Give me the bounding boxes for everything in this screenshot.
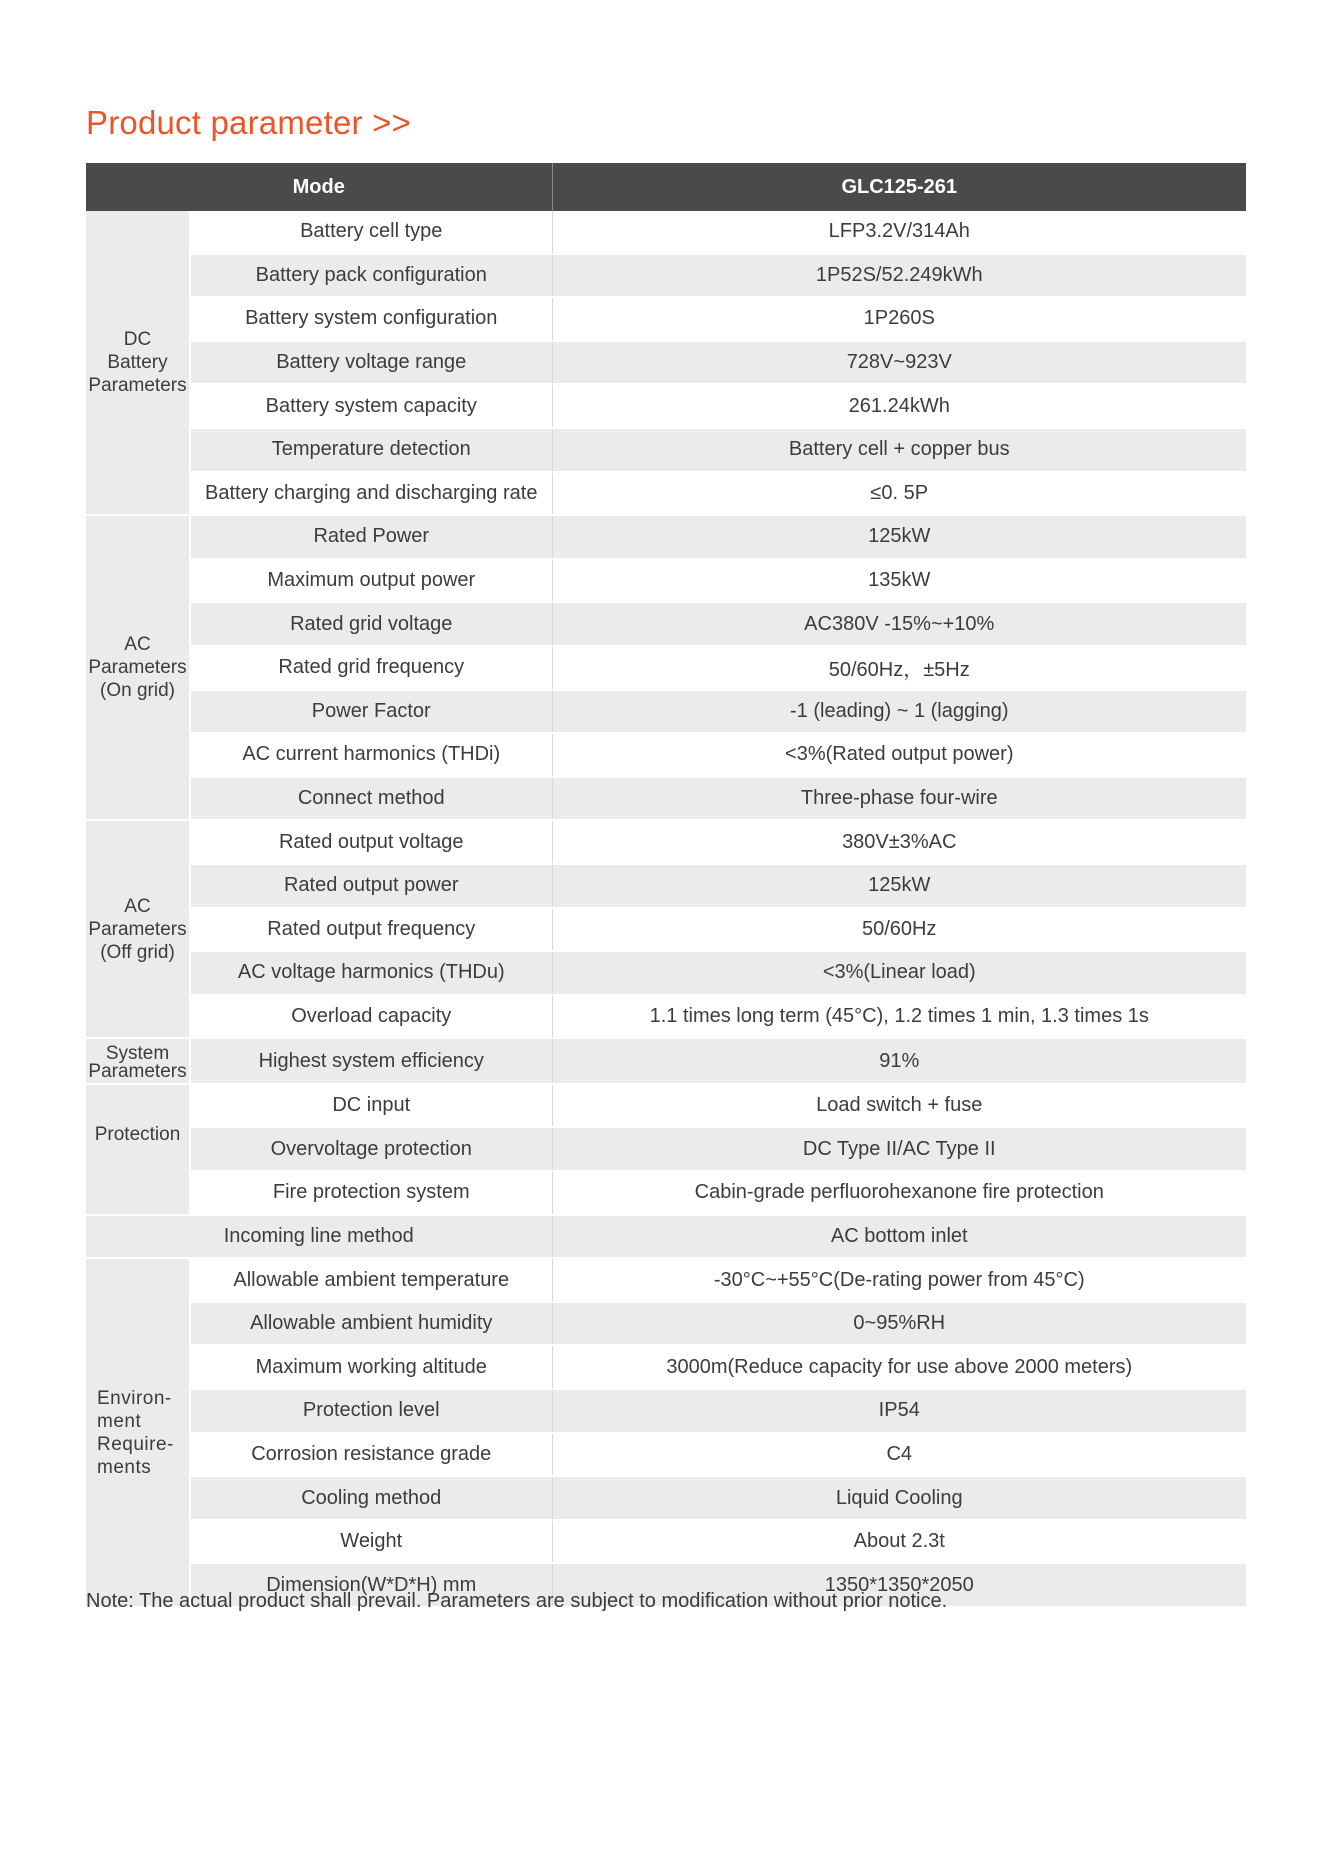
table-row (86, 1433, 1246, 1477)
param-label: Overvoltage protection (190, 1127, 552, 1171)
group-protection (86, 1084, 190, 1215)
param-value: 91% (552, 1038, 1246, 1084)
param-value: 261.24kWh (552, 384, 1246, 428)
table-row (86, 864, 1246, 908)
group-label-line: Parameters (88, 1060, 187, 1082)
group-label-line: (On grid) (100, 680, 175, 702)
param-label: Rated output voltage (190, 820, 552, 864)
table-row (86, 254, 1246, 298)
group-system (86, 1038, 190, 1084)
table-header-row (86, 163, 1246, 211)
group-ac-off-grid (86, 820, 190, 1038)
table-row (86, 1476, 1246, 1520)
table-row (86, 211, 1246, 254)
param-label: Battery charging and discharging rate (190, 472, 552, 516)
param-value: IP54 (552, 1389, 1246, 1433)
table-row (86, 908, 1246, 952)
group-environment (86, 1258, 190, 1607)
group-label-line: Battery (107, 352, 168, 374)
group-ac-on-grid (86, 515, 190, 820)
param-label: Allowable ambient temperature (190, 1258, 552, 1302)
group-label-line: Environ- (97, 1387, 172, 1409)
param-label: Rated grid voltage (190, 602, 552, 646)
param-label: Battery system capacity (190, 384, 552, 428)
page-title: Product parameter >> (86, 104, 412, 141)
group-label-line: AC (124, 895, 151, 917)
table-row (86, 1038, 1246, 1084)
param-value: C4 (552, 1433, 1246, 1477)
table-row (86, 820, 1246, 864)
table-row (86, 341, 1246, 385)
group-label-line: Parameters (88, 375, 187, 397)
table-row (86, 297, 1246, 341)
table-row (86, 995, 1246, 1039)
param-value: Liquid Cooling (552, 1476, 1246, 1520)
parameter-table (86, 163, 1246, 1608)
header-model: GLC125-261 (552, 163, 1246, 211)
param-label: Battery system configuration (190, 297, 552, 341)
param-label: Temperature detection (190, 428, 552, 472)
param-label: Allowable ambient humidity (190, 1302, 552, 1346)
table-row (86, 733, 1246, 777)
param-value: Load switch + fuse (552, 1084, 1246, 1128)
param-label: Battery cell type (190, 211, 552, 254)
param-value: Cabin-grade perfluorohexanone fire protection (552, 1171, 1246, 1215)
table-row (86, 1258, 1246, 1302)
param-value: ≤0. 5P (552, 472, 1246, 516)
param-label: Weight (190, 1520, 552, 1564)
param-label: AC current harmonics (THDi) (190, 733, 552, 777)
group-label-line: Protection (94, 1123, 181, 1145)
param-value: Three-phase four-wire (552, 777, 1246, 821)
param-label: Protection level (190, 1389, 552, 1433)
table-row (86, 777, 1246, 821)
param-label: Maximum working altitude (190, 1345, 552, 1389)
table-row (86, 646, 1246, 690)
param-value: 1P52S/52.249kWh (552, 254, 1246, 298)
param-label: AC voltage harmonics (THDu) (190, 951, 552, 995)
group-label-line: (Off grid) (100, 941, 175, 963)
footnote: Note: The actual product shall prevail. Parameters are subject to modification without prior notice. (86, 1590, 948, 1612)
param-label: Maximum output power (190, 559, 552, 603)
table-row (86, 1302, 1246, 1346)
param-value: DC Type II/AC Type II (552, 1127, 1246, 1171)
param-label: Battery pack configuration (190, 254, 552, 298)
param-label: Rated output frequency (190, 908, 552, 952)
group-label-line: DC (123, 329, 152, 351)
table-row (86, 1084, 1246, 1128)
header-mode: Mode (86, 163, 552, 211)
param-label: Corrosion resistance grade (190, 1433, 552, 1477)
param-value: AC bottom inlet (552, 1215, 1246, 1259)
table-row (86, 602, 1246, 646)
table-row (86, 690, 1246, 734)
param-value: 125kW (552, 864, 1246, 908)
table-row (86, 1345, 1246, 1389)
group-label-line: Parameters (88, 918, 187, 940)
param-value: 50/60Hz (552, 908, 1246, 952)
table-row (86, 1127, 1246, 1171)
param-value: 0~95%RH (552, 1302, 1246, 1346)
group-label-line: AC (124, 634, 151, 656)
table-row (86, 384, 1246, 428)
param-value: -1 (leading) ~ 1 (lagging) (552, 690, 1246, 734)
group-label-line: ment (97, 1410, 142, 1432)
param-label: Dimension(W*D*H) mm (190, 1563, 552, 1607)
table-row (86, 515, 1246, 559)
param-label: Rated output power (190, 864, 552, 908)
param-value: 3000m(Reduce capacity for use above 2000 meters) (552, 1345, 1246, 1389)
param-value: AC380V -15%~+10% (552, 602, 1246, 646)
group-label-line: ments (97, 1456, 152, 1478)
param-value: 728V~923V (552, 341, 1246, 385)
group-label-line: System (105, 1042, 170, 1064)
table-row (86, 428, 1246, 472)
table-row (86, 1389, 1246, 1433)
param-value: 1P260S (552, 297, 1246, 341)
table-row (86, 1171, 1246, 1215)
group-dc-battery (86, 211, 190, 515)
param-value: Battery cell + copper bus (552, 428, 1246, 472)
table-row (86, 559, 1246, 603)
table-row (86, 1215, 1246, 1259)
param-label: DC input (190, 1084, 552, 1128)
param-value: <3%(Rated output power) (552, 733, 1246, 777)
param-label: Power Factor (190, 690, 552, 734)
param-value: -30°C~+55°C(De-rating power from 45°C) (552, 1258, 1246, 1302)
param-label: Cooling method (190, 1476, 552, 1520)
param-label: Rated grid frequency (190, 646, 552, 690)
param-value: 135kW (552, 559, 1246, 603)
table-row (86, 951, 1246, 995)
table-row (86, 472, 1246, 516)
param-value: 125kW (552, 515, 1246, 559)
param-value: <3%(Linear load) (552, 951, 1246, 995)
param-value: About 2.3t (552, 1520, 1246, 1564)
param-value: 1.1 times long term (45°C), 1.2 times 1 min, 1.3 times 1s (552, 995, 1246, 1039)
group-label-line: Require- (97, 1433, 174, 1455)
param-label: Rated Power (190, 515, 552, 559)
param-value: LFP3.2V/314Ah (552, 211, 1246, 254)
param-value: 50/60Hz，±5Hz (552, 646, 1246, 690)
param-label: Overload capacity (190, 995, 552, 1039)
param-label: Connect method (190, 777, 552, 821)
param-label: Incoming line method (86, 1215, 552, 1259)
param-value: 380V±3%AC (552, 820, 1246, 864)
group-label-line: Parameters (88, 657, 187, 679)
param-value: 1350*1350*2050 (552, 1563, 1246, 1607)
param-label: Battery voltage range (190, 341, 552, 385)
param-label: Fire protection system (190, 1171, 552, 1215)
table-row (86, 1520, 1246, 1564)
param-label: Highest system efficiency (190, 1038, 552, 1084)
